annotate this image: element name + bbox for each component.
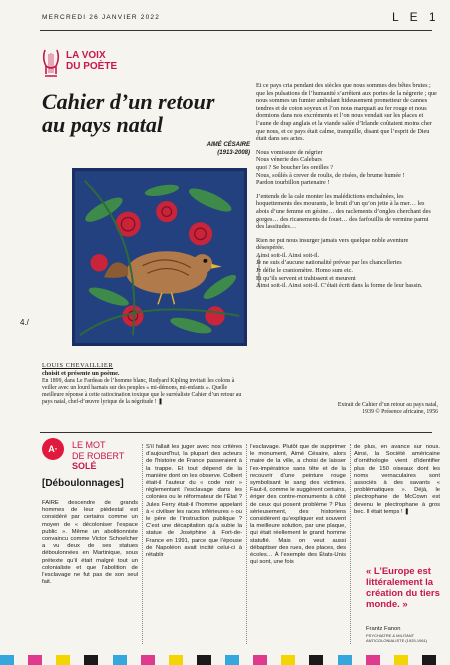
mot-rubric: LE MOT DE ROBERT SOLÉ — [72, 440, 125, 471]
lyre-icon — [42, 48, 60, 80]
poem-stanza: Nous vomissure de négrier Nous vénerie des Calebars quoi ? Se boucher les oreilles ? Nous, soûlés à crever de roulis, de risées, de brume humée ! Pardon tourbillon partenaire ! — [256, 148, 405, 187]
chooser-name: LOUIS CHEVAILLIER — [42, 362, 114, 369]
poem-author: AIMÉ CÉSAIRE (1913-2008) — [206, 142, 250, 156]
illustration-credit: Jonathan Bernard — [256, 256, 261, 288]
chooser-subtitle: choisit et présente un poème. — [42, 370, 120, 377]
poem-source: Extrait de Cahier d’un retour au pays natal, 1939 © Présence africaine, 1956 — [337, 402, 438, 415]
article-column-3: l’esclavage. Plutôt que de supprimer le monument, Aimé Césaire, alors maire de la ville, a choisi de laisser l’ex-impératrice sans tête et de la recouvrir d’une peinture rouge symbolisant le sang des victimes. Faut-il, comme le suggèrent certains, ériger des contre-monuments à côté de ceux qui posent problème ? Plus sérieusement, des historiens considèrent qu’expliquer est souvent la meilleure solution, par une plaque, qui était réellement le grand homme statufié. Mais on veut aussi débaptiser des rues, des places, des écoles… À l’exemple des États-Unis qui sont, une fois — [250, 444, 346, 566]
page-number: 4./ — [20, 318, 29, 327]
rubric-title: LA VOIX DU POÈTE — [66, 50, 118, 72]
poem-stanza: Et ce pays cria pendant des siècles que nous sommes des bêtes brutes ; que les pulsations de l’humanité s’arrêtent aux portes de la nègrerie ; que nous sommes un fumier ambulant hideusement prometteur de cannes tendres et de coton soyeux et l’on nous marquait au fer rouge et nous dormions dans nos excréments et l’on nous vendait sur les places et l’aune de drap anglais et la viande salée d’Irlande coûtaient moins cher que nous, et ce pays était calme, tranquille, disant que l’esprit de Dieu était dans ses actes. — [256, 82, 437, 143]
section-rule — [40, 432, 432, 433]
column-divider — [246, 444, 247, 644]
quote-author: Frantz Fanon — [366, 626, 401, 632]
illustration — [72, 168, 247, 346]
issue-date: MERCREDI 26 JANVIER 2022 — [42, 14, 161, 21]
word-of-the-week: [Déboulonnages] — [42, 478, 124, 489]
pull-quote: « L’Europe est littéralement la création du tiers monde. » — [366, 566, 440, 610]
poem-text — [256, 82, 438, 296]
poem-title: Cahier d’un retour au pays natal — [42, 89, 215, 137]
mot-badge-icon: A· — [42, 438, 64, 460]
column-divider — [350, 444, 351, 644]
article-column-2: S’il fallait les juger avec nos critères d’aujourd’hui, la plupart des acteurs de l’histoire de France passeraient à la trappe. Et tout dépend de la manière dont on les observe. Colbert était-il l’auteur du « code noir » réglementant l’esclavage dans les colonies ou le réformateur de l’État ? Jules Ferry était-il l’homme appelant à « civiliser les races inférieures » ou le père de l’instruction publique ? C’est une décapitation qu’a subie la statue de Joséphine à Fort-de-France en 1991, parce que l’épouse de Napoléon avait incité celui-ci à rétablir — [146, 444, 242, 559]
chooser-intro: En 1899, dans Le Fardeau de l’homme blanc, Rudyard Kipling invitait les colons à veiller avec un lourd harnais sur des peuples « mi-démons, mi-enfants ». Quelle meilleure réponse à cette ratiocination toxique que le surréaliste Cahier d’un retour au pays natal, chef-d’œuvre lyrique de la négritude ! ❚ — [42, 378, 242, 405]
poem-stanza: J’entends de la cale monter les malédictions enchaînées, les hoquettements des mourants, le bruit d’un qu’on jette à la mer… les abois d’une femme en gésine… des raclements d’ongles cherchant des gorges… des ricanements de fouet… des farfouillis de vermine parmi des lassitudes… — [256, 192, 431, 231]
quote-author-role: PSYCHIATRE & MILITANT ANTICOLONIALISTE (1925-1961) — [366, 633, 428, 643]
poem-stanza: Rien ne put nous insurger jamais vers quelque noble aventure désespérée. Ainsi soit-il. Ainsi soit-il. Je ne suis d’aucune nationalité prévue par les chancelleries Je défie le craniomètre. Homo sum etc. Et qu’ils servent et trahissent et meurent Ainsi soit-il. Ainsi soit-il. C’était écrit dans la forme de leur bassin. — [256, 236, 423, 290]
article-column-1: FAIRE descendre de grands hommes de leur piédestal est considéré par certains comme un moyen de « décoloniser l’espace public ». Même un abolitionniste convaincu comme Victor Schoelcher a vu deux de ses statues déboulonnées en Martinique, sous prétexte qu’il était malgré tout un colonialiste et que l’abolition de l’esclavage ne fut pas de son seul fait. — [42, 500, 138, 586]
column-divider — [142, 444, 143, 644]
header-rule — [40, 30, 432, 31]
print-color-bar — [0, 655, 450, 665]
article-column-4: de plus, en avance sur nous. Ainsi, la Société américaine d’ornithologie vient d’identifier plus de 150 oiseaux dont les noms vernaculaires sont associés à des savants « problématiques ». Déjà, le plectrophane de McCown est devenu le plectrophane à gros bec. Il était temps ! ❚ — [354, 444, 440, 515]
publication-logo: L E 1 — [392, 10, 440, 24]
